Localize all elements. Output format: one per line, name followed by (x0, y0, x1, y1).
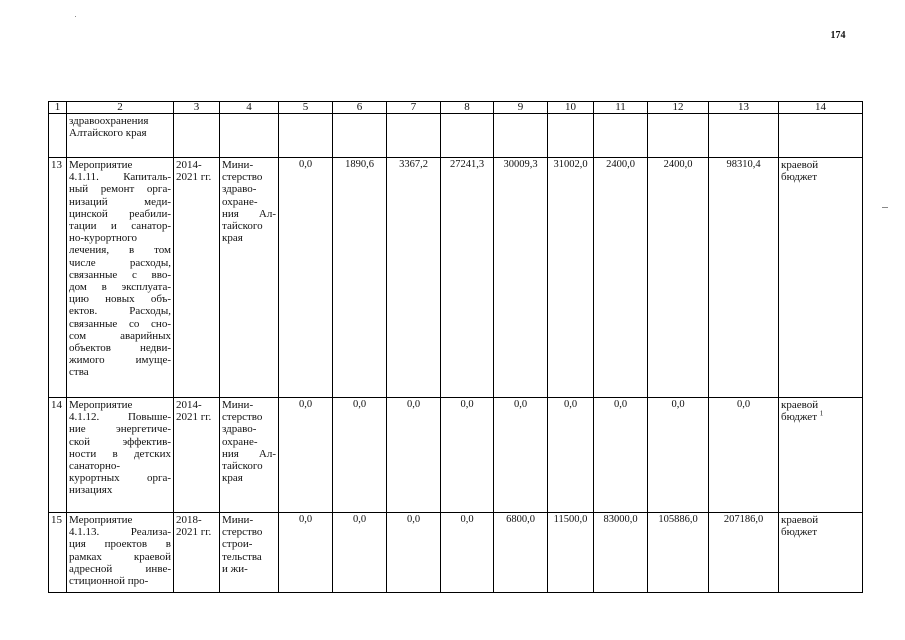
activity-description (67, 398, 174, 513)
text-line: бюджет (781, 171, 817, 184)
amount-cell: 6800,0 (494, 513, 548, 593)
column-number-header: 6 (333, 102, 387, 114)
amount-cell: 105886,0 (648, 513, 709, 593)
text-line (781, 411, 860, 423)
continuation-index-cell (49, 114, 67, 158)
period-cell (174, 398, 220, 513)
text-line: числе расходы, (69, 256, 171, 269)
amount-cell: 2400,0 (648, 158, 709, 398)
text-line: санаторно- (69, 460, 121, 473)
amount-cell: 0,0 (279, 158, 333, 398)
executor-cell (220, 158, 279, 398)
column-number-header: 5 (279, 102, 333, 114)
budget-table (48, 101, 863, 593)
text-line: Мини- (222, 159, 254, 171)
text-line: бюджет (781, 526, 817, 539)
empty-cell (648, 114, 709, 158)
column-number-header: 12 (648, 102, 709, 114)
amount-cell: 31002,0 (548, 158, 594, 398)
text-line: Алтайского края (69, 127, 147, 140)
amount-cell: 0,0 (387, 513, 441, 593)
funding-source-cell (779, 513, 863, 593)
table-header-row (49, 102, 863, 114)
text-line: лечения, в том (69, 244, 171, 257)
amount-cell: 0,0 (333, 513, 387, 593)
text-line: здраво- (222, 183, 257, 196)
empty-cell (709, 114, 779, 158)
executor-cell (220, 398, 279, 513)
row-index: 15 (49, 513, 67, 593)
text-line: адресной инве- (69, 562, 171, 575)
page-number: 174 (830, 30, 846, 41)
column-number-header: 4 (220, 102, 279, 114)
text-line: стерство (222, 171, 263, 184)
table-body (49, 102, 863, 593)
text-line: цию новых объ- (69, 293, 171, 306)
text-line: сом аварийных (69, 329, 171, 342)
text-line: стерство (222, 526, 263, 539)
text-line: объектов недви- (69, 342, 171, 355)
period-cell (174, 513, 220, 593)
text-line: цинской реабили- (69, 207, 171, 220)
amount-cell: 0,0 (279, 398, 333, 513)
text-line: ция проектов в (69, 538, 171, 551)
text-line: Мероприятие (69, 399, 133, 411)
text-line: жимого имуще- (69, 354, 171, 367)
text-line: краевой (781, 399, 819, 411)
text-line: края (222, 232, 243, 245)
activity-row (49, 158, 863, 398)
text-line: ности в детских (69, 447, 171, 460)
column-number-header: 3 (174, 102, 220, 114)
amount-cell: 0,0 (494, 398, 548, 513)
text-line: строи- (222, 538, 253, 551)
row-index: 13 (49, 158, 67, 398)
text-line: рамках краевой (69, 550, 171, 563)
amount-cell: 0,0 (441, 398, 494, 513)
text-line: тайского (222, 220, 263, 233)
text-line: краевой (781, 159, 819, 171)
text-line: 2021 гг. (176, 411, 212, 424)
amount-cell: 2400,0 (594, 158, 648, 398)
text-line: охране- (222, 435, 258, 448)
amount-cell: 0,0 (279, 513, 333, 593)
amount-cell: 11500,0 (548, 513, 594, 593)
column-number-header: 10 (548, 102, 594, 114)
amount-cell: 0,0 (709, 398, 779, 513)
executor-cell (220, 513, 279, 593)
scan-speck (882, 207, 888, 208)
text-line: низаций меди- (69, 195, 171, 208)
text-line: 2018- (176, 514, 202, 526)
text-line: тации и санатор- (69, 220, 171, 233)
text-line: ный ремонт орга- (69, 183, 171, 196)
text-line: ния Ал- (222, 447, 276, 460)
column-number-header: 8 (441, 102, 494, 114)
column-number-header: 14 (779, 102, 863, 114)
empty-cell (594, 114, 648, 158)
text-line: ния Ал- (222, 207, 276, 220)
text-line: 4.1.13. Реализа- (69, 526, 171, 539)
text-line: 4.1.11. Капиталь- (69, 171, 171, 184)
activity-row (49, 513, 863, 593)
empty-cell (220, 114, 279, 158)
text-line: 2014- (176, 399, 202, 411)
text-line: ской эффектив- (69, 435, 171, 448)
text-line: ства (69, 366, 89, 379)
text-line: связанные с вво- (69, 268, 171, 281)
text-line: Мероприятие (69, 159, 133, 171)
column-number-header: 11 (594, 102, 648, 114)
text-line: тельства (222, 550, 262, 563)
text-line: 4.1.12. Повыше- (69, 411, 171, 424)
amount-cell: 0,0 (594, 398, 648, 513)
amount-cell: 0,0 (548, 398, 594, 513)
continuation-text-cell (67, 114, 174, 158)
column-number-header: 9 (494, 102, 548, 114)
funding-source-cell (779, 158, 863, 398)
text-line: стерство (222, 411, 263, 424)
text-line: 2021 гг. (176, 526, 212, 539)
amount-cell: 30009,3 (494, 158, 548, 398)
text-line: низациях (69, 484, 113, 497)
amount-cell: 3367,2 (387, 158, 441, 398)
period-cell (174, 158, 220, 398)
amount-cell: 27241,3 (441, 158, 494, 398)
column-number-header: 13 (709, 102, 779, 114)
text-line: 2014- (176, 159, 202, 171)
amount-cell: 0,0 (441, 513, 494, 593)
empty-cell (779, 114, 863, 158)
empty-cell (387, 114, 441, 158)
footnote-marker: 1 (819, 409, 824, 418)
text-line: связанные со сно- (69, 317, 171, 330)
text-line: тайского (222, 460, 263, 473)
text-line: края (222, 472, 243, 485)
text-line: дом в эксплуата- (69, 281, 171, 294)
continuation-row (49, 114, 863, 158)
text-line: но-курортного (69, 232, 138, 245)
empty-cell (494, 114, 548, 158)
empty-cell (333, 114, 387, 158)
text-line: здраво- (222, 423, 257, 436)
amount-cell: 0,0 (648, 398, 709, 513)
column-number-header: 1 (49, 102, 67, 114)
amount-cell: 98310,4 (709, 158, 779, 398)
amount-cell: 207186,0 (709, 513, 779, 593)
text-line: ние энергетиче- (69, 423, 171, 436)
text-line: Мини- (222, 399, 254, 411)
text-line: и жи- (222, 562, 248, 575)
text-line: курортных орга- (69, 472, 171, 485)
text-line: ектов. Расходы, (69, 305, 171, 318)
row-index: 14 (49, 398, 67, 513)
empty-cell (441, 114, 494, 158)
text-line: Мини- (222, 514, 254, 526)
text-line: краевой (781, 514, 819, 526)
empty-cell (548, 114, 594, 158)
activity-description (67, 513, 174, 593)
empty-cell (174, 114, 220, 158)
empty-cell (279, 114, 333, 158)
amount-cell: 83000,0 (594, 513, 648, 593)
amount-cell: 1890,6 (333, 158, 387, 398)
text-line: Мероприятие (69, 514, 133, 526)
column-number-header: 7 (387, 102, 441, 114)
text-line: стиционной про- (69, 575, 149, 588)
activity-description (67, 158, 174, 398)
text-line: 2021 гг. (176, 171, 212, 184)
scan-speck (75, 16, 76, 17)
column-number-header: 2 (67, 102, 174, 114)
text-line: бюджет (781, 411, 817, 424)
activity-row (49, 398, 863, 513)
amount-cell: 0,0 (333, 398, 387, 513)
text-line: охране- (222, 195, 258, 208)
text-line: здравоохранения (69, 115, 149, 127)
amount-cell: 0,0 (387, 398, 441, 513)
funding-source-cell (779, 398, 863, 513)
